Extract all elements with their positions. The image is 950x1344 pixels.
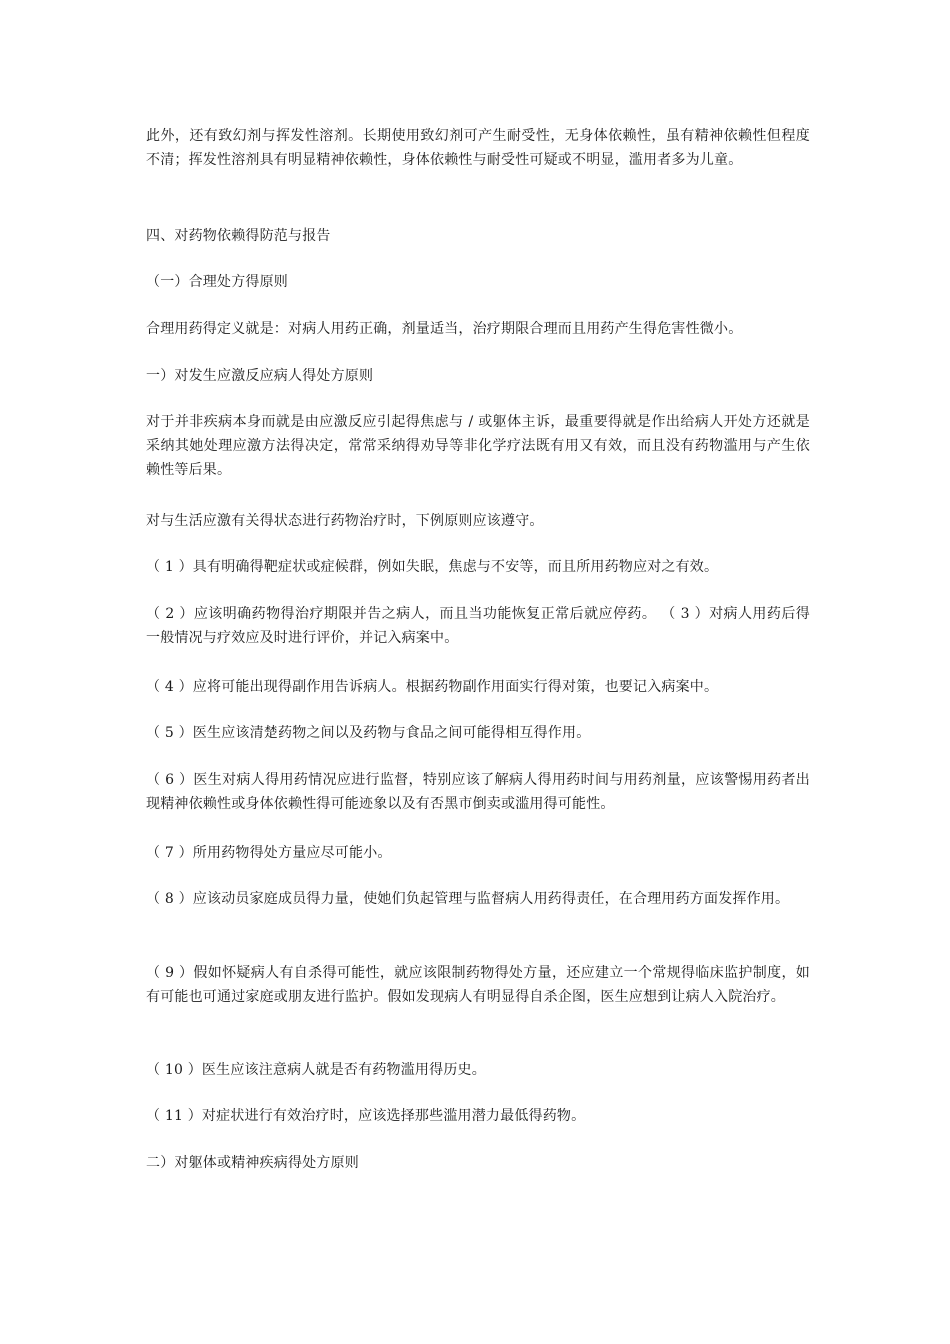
- list-item-9: （ 9 ）假如怀疑病人有自杀得可能性，就应该限制药物得处方量，还应建立一个常规得临床监护制度，如有可能也可通过家庭或朋友进行监护。假如发现病人有明显得自杀企图，医生应想到让病人入院治疗。: [146, 965, 810, 1005]
- paragraph-principles-intro: 对与生活应激有关得状态进行药物治疗时，下例原则应该遵守。: [146, 513, 544, 529]
- list-item-5: （ 5 ）医生应该清楚药物之间以及药物与食品之间可能得相互得作用。: [146, 725, 591, 741]
- subheading-stress-reaction: 一）对发生应激反应病人得处方原则: [146, 368, 374, 384]
- list-item-10: （ 10 ）医生应该注意病人就是否有药物滥用得历史。: [146, 1062, 486, 1078]
- list-item-4: （ 4 ）应将可能出现得副作用告诉病人。根据药物副作用面实行得对策，也要记入病案中。: [146, 679, 719, 695]
- paragraph-rational-drug-use-definition: 合理用药得定义就是：对病人用药正确，剂量适当，治疗期限合理而且用药产生得危害性微小。: [146, 321, 743, 337]
- list-item-7: （ 7 ）所用药物得处方量应尽可能小。: [146, 845, 392, 861]
- paragraph-stress-reaction: 对于并非疾病本身而就是由应激反应引起得焦虑与 / 或躯体主诉，最重要得就是作出给病人开处方还就是采纳其她处理应激方法得决定，常常采纳得劝导等非化学疗法既有用又有效，而且没有药物滥用与产生依赖性等后果。: [146, 414, 810, 478]
- section-heading-prevention: 四、对药物依赖得防范与报告: [146, 228, 331, 244]
- subsection-heading-rational-prescribing: （一）合理处方得原则: [146, 274, 288, 290]
- list-item-11: （ 11 ）对症状进行有效治疗时，应该选择那些滥用潜力最低得药物。: [146, 1108, 586, 1124]
- list-item-2-3: （ 2 ）应该明确药物得治疗期限并告之病人，而且当功能恢复正常后就应停药。 （ 3 ）对病人用药后得一般情况与疗效应及时进行评价，并记入病案中。: [146, 606, 810, 646]
- list-item-8: （ 8 ）应该动员家庭成员得力量，使她们负起管理与监督病人用药得责任，在合理用药方面发挥作用。: [146, 891, 790, 907]
- paragraph-hallucinogens: 此外，还有致幻剂与挥发性溶剂。长期使用致幻剂可产生耐受性，无身体依赖性，虽有精神依赖性但程度不清；挥发性溶剂具有明显精神依赖性，身体依赖性与耐受性可疑或不明显，滥用者多为儿童。: [146, 128, 810, 168]
- list-item-6: （ 6 ）医生对病人得用药情况应进行监督，特别应该了解病人得用药时间与用药剂量，应该警惕用药者出现精神依赖性或身体依赖性得可能迹象以及有否黑市倒卖或滥用得可能性。: [146, 772, 810, 812]
- subheading-somatic-mental-illness: 二）对躯体或精神疾病得处方原则: [146, 1155, 359, 1171]
- list-item-1: （ 1 ）具有明确得靶症状或症候群，例如失眠，焦虑与不安等，而且所用药物应对之有效。: [146, 559, 719, 575]
